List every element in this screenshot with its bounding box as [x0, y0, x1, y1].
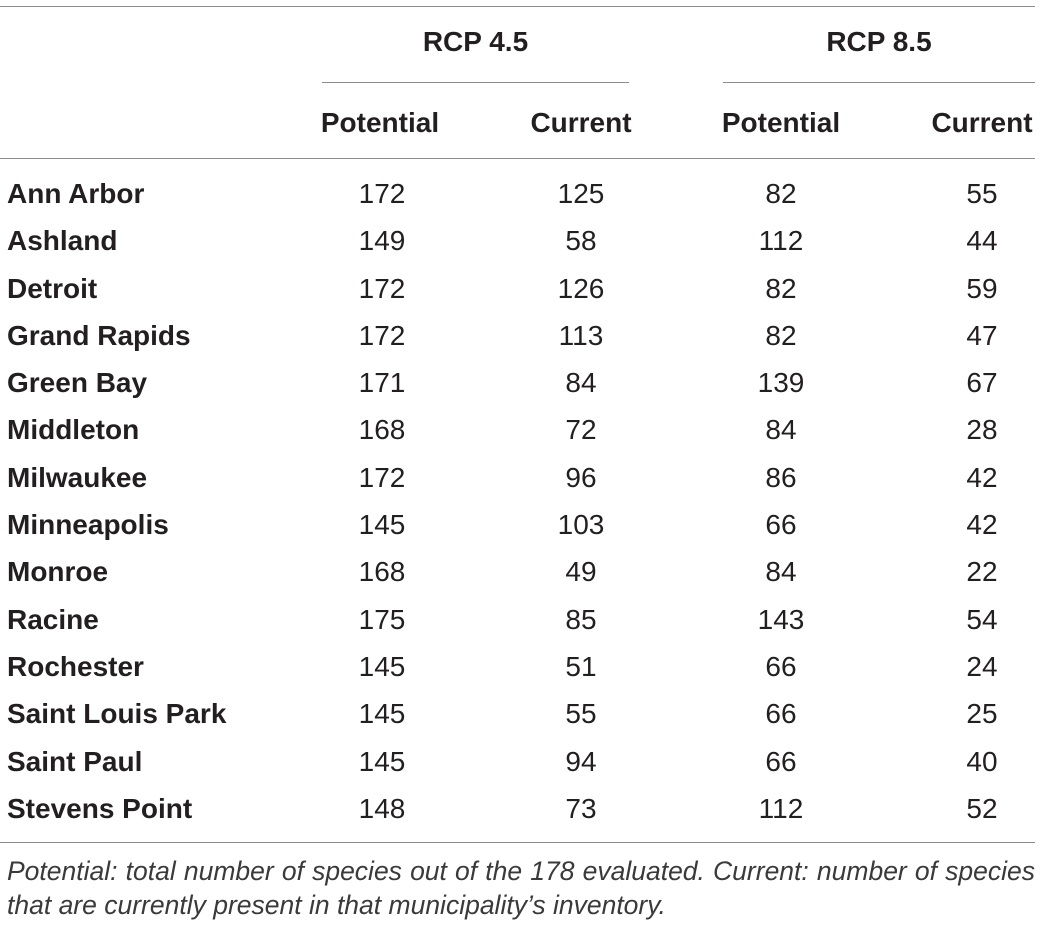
table-cell: 112 [758, 225, 804, 257]
table-cell: 72 [565, 414, 597, 446]
table-row [0, 500, 1043, 547]
municipality-name: Middleton [7, 414, 140, 446]
table-cell: 94 [565, 745, 597, 777]
municipality-name: Ann Arbor [7, 178, 145, 209]
municipality-name: Milwaukee [7, 461, 148, 493]
table-cell: 22 [966, 556, 998, 588]
table-cell: 145 [358, 509, 406, 541]
table-row [0, 216, 1043, 263]
table-cell: 172 [358, 272, 406, 304]
group-rule-rcp85 [723, 82, 1035, 83]
table-cell: 175 [358, 603, 406, 635]
municipality-name: Rochester [7, 650, 144, 682]
table-cell: 168 [358, 414, 406, 446]
table-cell: 28 [966, 414, 998, 446]
table-cell: 73 [565, 792, 597, 824]
table-footnote: Potential: total number of species out of the 178 evaluated. Current: number of species that are currently present in that municipality’s inventory. [7, 856, 1035, 920]
municipality-name: Minneapolis [7, 509, 169, 541]
table-cell: 42 [966, 509, 998, 541]
table-cell: 66 [765, 650, 797, 682]
table-cell: 171 [358, 367, 406, 399]
group-header-rcp45: RCP 4.5 [422, 26, 529, 57]
table-row [0, 737, 1043, 784]
table-cell: 58 [565, 225, 597, 257]
table-cell: 113 [558, 319, 604, 351]
table-cell: 85 [565, 603, 597, 635]
table-cell: 96 [565, 461, 597, 493]
table-cell: 148 [358, 792, 406, 824]
table-cell: 168 [358, 556, 406, 588]
table-cell: 66 [765, 509, 797, 541]
table-cell: 44 [966, 225, 998, 257]
municipality-name: Saint Paul [7, 745, 143, 777]
header-rule [0, 158, 1035, 159]
table-cell: 52 [966, 792, 998, 824]
table-cell: 66 [765, 745, 797, 777]
table-cell: 55 [966, 178, 998, 209]
table-cell: 172 [358, 178, 406, 209]
municipality-name: Ashland [7, 225, 118, 257]
municipality-name: Monroe [7, 556, 109, 588]
table-cell: 40 [966, 745, 998, 777]
table-cell: 67 [966, 367, 998, 399]
table-cell: 143 [757, 603, 805, 635]
table-row [0, 264, 1043, 311]
group-rule-rcp45 [322, 82, 629, 83]
table-cell: 82 [765, 178, 797, 209]
table-cell: 103 [557, 509, 605, 541]
table-row [0, 358, 1043, 405]
table-cell: 25 [966, 698, 998, 730]
table-row [0, 169, 1043, 216]
table-cell: 47 [966, 319, 998, 351]
table-cell: 49 [565, 556, 597, 588]
municipality-name: Saint Louis Park [7, 698, 227, 730]
table-cell: 51 [565, 650, 597, 682]
table-cell: 84 [565, 367, 597, 399]
table-row [0, 689, 1043, 736]
municipality-name: Stevens Point [7, 792, 193, 824]
municipality-name: Racine [7, 603, 99, 635]
municipality-name: Green Bay [7, 367, 148, 399]
table-cell: 24 [966, 650, 998, 682]
table-row [0, 453, 1043, 500]
table-cell: 139 [757, 367, 805, 399]
table-cell: 145 [358, 698, 406, 730]
table-cell: 42 [966, 461, 998, 493]
column-header-rcp85-current: Current [931, 107, 1033, 138]
column-header-rcp45-potential: Potential [320, 107, 440, 138]
group-header-rcp85: RCP 8.5 [826, 26, 932, 57]
table-cell: 149 [358, 225, 406, 257]
table-body [0, 169, 1043, 831]
municipality-name: Grand Rapids [7, 319, 191, 351]
table-cell: 126 [557, 272, 605, 304]
municipality-name: Detroit [7, 272, 98, 304]
table-cell: 55 [565, 698, 597, 730]
table-top-rule [0, 6, 1035, 7]
table-bottom-rule [0, 842, 1035, 843]
table-row [0, 642, 1043, 689]
column-header-rcp45-current: Current [530, 107, 632, 138]
table-cell: 59 [966, 272, 998, 304]
table-row [0, 547, 1043, 594]
table-row [0, 311, 1043, 358]
table-cell: 145 [358, 650, 406, 682]
table-row [0, 405, 1043, 452]
table-row [0, 784, 1043, 831]
table-cell: 66 [765, 698, 797, 730]
table-cell: 172 [358, 319, 406, 351]
column-header-rcp85-potential: Potential [721, 107, 841, 138]
table-cell: 86 [765, 461, 797, 493]
table-cell: 84 [765, 556, 797, 588]
table-row [0, 595, 1043, 642]
table-cell: 82 [765, 272, 797, 304]
table-cell: 82 [765, 319, 797, 351]
table-cell: 125 [557, 178, 605, 209]
table-cell: 84 [765, 414, 797, 446]
table-cell: 172 [358, 461, 406, 493]
table-cell: 54 [966, 603, 998, 635]
table-cell: 112 [758, 792, 804, 824]
table-cell: 145 [358, 745, 406, 777]
